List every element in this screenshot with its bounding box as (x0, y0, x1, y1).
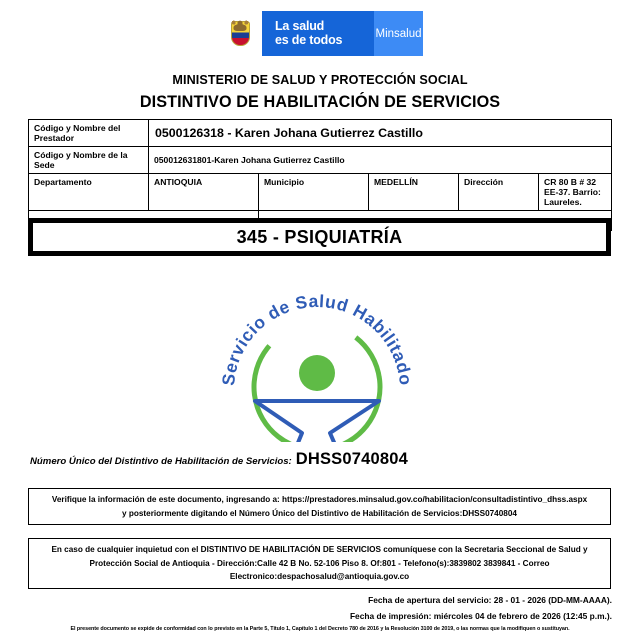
contact-note-line-1: En caso de cualquier inquietud con el DISTINTIVO DE HABILITACIÓN DE SERVICIOS comuníquese con la Secretaria Seccional de Salud y (51, 545, 588, 554)
legal-footer: El presente documento se expide de conformidad con lo previsto en la Parte 5, Título 1, Capítulo 1 del Decreto 780 de 2016 y la Resolución 3100 de 2019, o las normas que la modifiquen o sustituyan. (70, 626, 570, 632)
municipio-value: MEDELLÍN (369, 174, 459, 211)
coat-of-arms-cell (218, 11, 262, 56)
unique-number-line (30, 450, 408, 469)
verification-note-line-1: Verifique la información de este documento, ingresando a: https://prestadores.minsalud.gov.co/habilitacion/consultadistintivo_dhss.aspx (51, 495, 588, 504)
verification-note-box (28, 488, 611, 525)
direccion-label: Dirección (459, 174, 539, 211)
seal-arc-text: Servicio de Salud Habilitado (217, 290, 416, 387)
brand-label: Minsalud (375, 27, 422, 40)
prestador-value: 0500126318 - Karen Johana Gutierrez Castillo (149, 120, 612, 147)
slogan-line-2: es de todos (275, 32, 343, 47)
departamento-value: ANTIOQUIA (149, 174, 259, 211)
date-impresion: Fecha de impresión: miércoles 04 de febrero de 2026 (12:45 p.m.). (349, 611, 612, 621)
contact-note-line-3: Electronico:despachosalud@antioquia.gov.co (229, 572, 410, 581)
sede-value: 050012631801-Karen Johana Gutierrez Castillo (149, 147, 612, 174)
unique-number-label: Número Único del Distintivo de Habilitación de Servicios: (30, 456, 292, 467)
colombia-coat-of-arms-icon (231, 21, 250, 46)
service-name: 345 - PSIQUIATRÍA (236, 226, 403, 247)
unique-number-value: DHSS0740804 (295, 450, 409, 468)
contact-note-line-2: Protección Social de Antioquia - Dirección:Calle 42 B No. 52-106 Piso 8. Of:801 - Telefono(s):3839802 3839841 - Correo (89, 558, 550, 568)
provider-info-table (28, 119, 612, 231)
contact-note-box (28, 538, 611, 589)
municipio-label: Municipio (259, 174, 369, 211)
habilitado-seal (212, 272, 422, 442)
service-name-box (28, 218, 611, 256)
direccion-value: CR 80 B # 32 EE-37. Barrio: Laureles. (539, 174, 612, 211)
slogan-block (262, 11, 374, 56)
verification-note-line-2: y posteriormente digitando el Número Único del Distintivo de Habilitación de Servicios:DHSS0740804 (122, 508, 517, 518)
seal-graphic (212, 272, 422, 442)
page-title: DISTINTIVO DE HABILITACIÓN DE SERVICIOS (139, 93, 501, 111)
dates-block (0, 592, 612, 624)
sede-label: Código y Nombre de la Sede (29, 147, 149, 174)
prestador-label: Código y Nombre del Prestador (29, 120, 149, 147)
slogan-line-1: La salud (275, 19, 325, 33)
brand-block (374, 11, 423, 56)
table-row-sede (29, 147, 612, 174)
minsalud-logo-bar (218, 11, 423, 56)
seal-head-dot (299, 355, 335, 391)
date-apertura: Fecha de apertura del servicio: 28 - 01 - 2026 (DD-MM-AAAA). (368, 595, 612, 605)
departamento-label: Departamento (29, 174, 149, 211)
ministry-title: MINISTERIO DE SALUD Y PROTECCIÓN SOCIAL (172, 73, 468, 87)
table-row-location (29, 174, 612, 211)
table-row-prestador (29, 120, 612, 147)
